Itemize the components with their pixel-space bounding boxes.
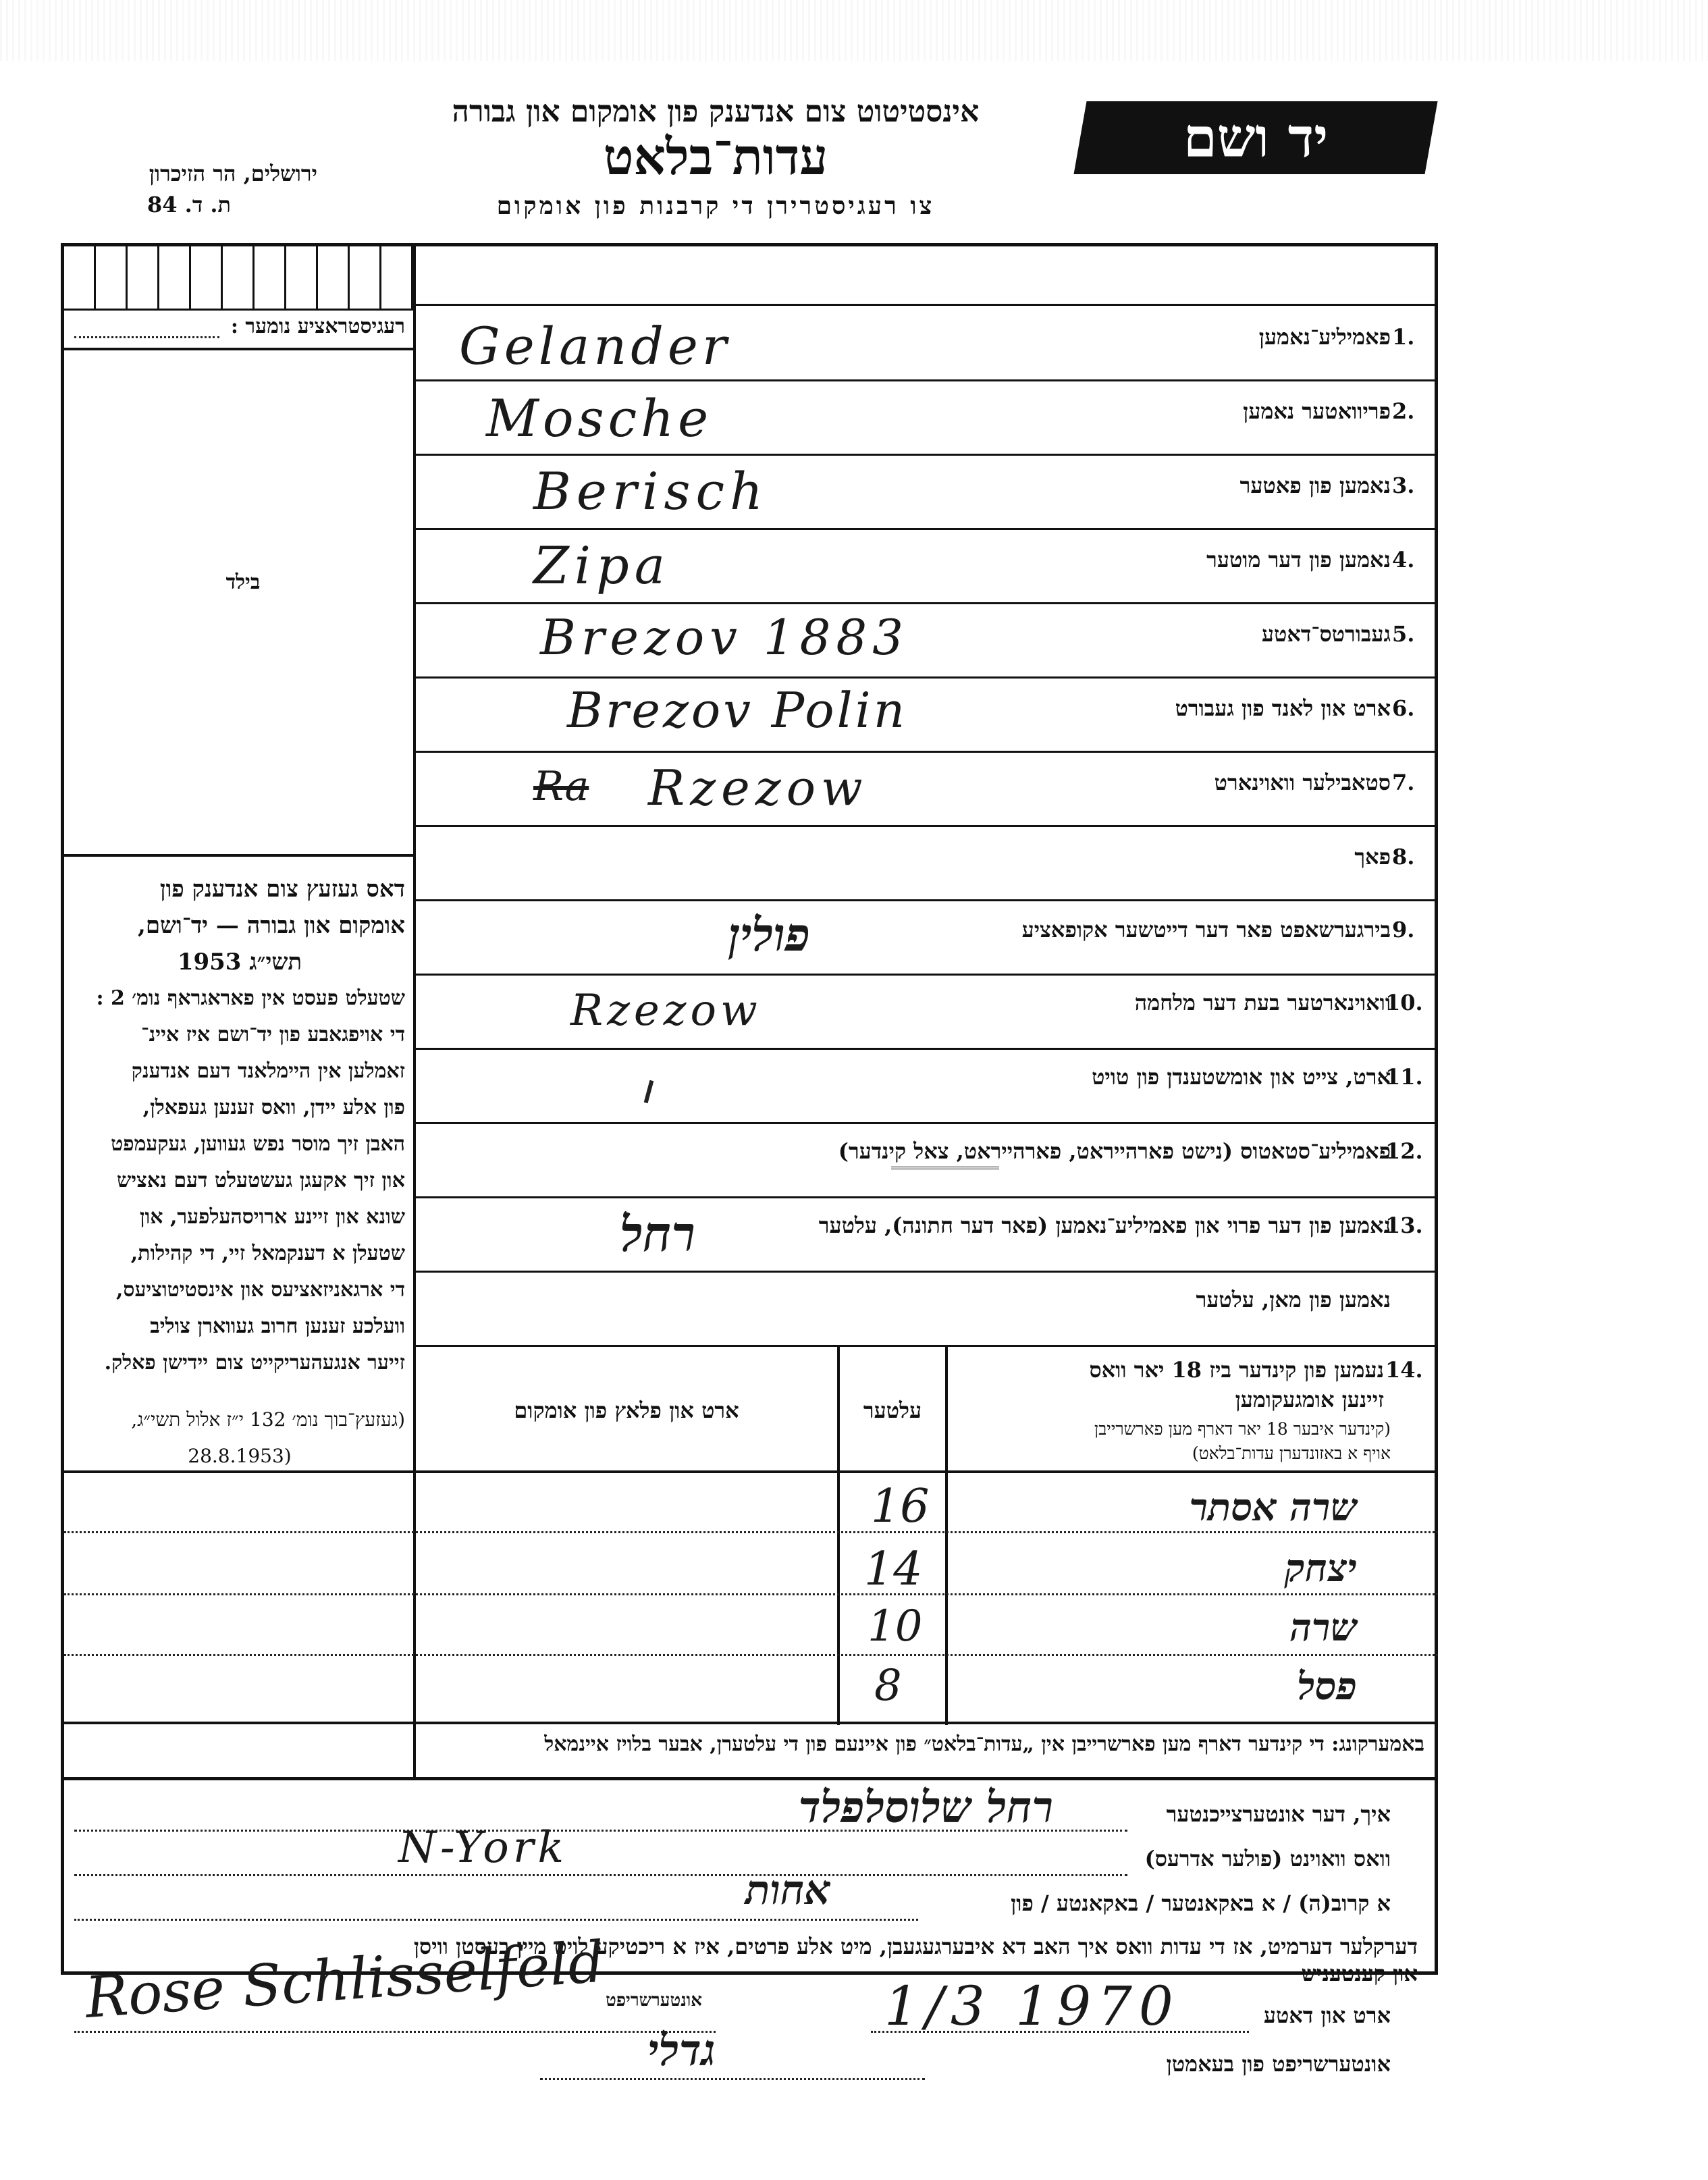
row-rule [413, 304, 1438, 306]
row-rule [413, 1196, 1438, 1198]
law-date: (28.8.1953 [188, 1445, 292, 1467]
wife-name-value[interactable]: רחל [620, 1205, 695, 1262]
registration-boxes [64, 246, 413, 311]
husband-name-label: נאמען פון מאן, עלטער [1196, 1287, 1391, 1312]
law-line: וועלכע זענען חרוב געווארן צוליב [150, 1314, 405, 1338]
address-label: וואס וואוינט (פולער אדרעס) [1144, 1846, 1391, 1871]
row-rule [413, 825, 1438, 827]
law-line: אומקום און גבורה — יד־ושם, [137, 912, 405, 939]
field-number: 14. [1385, 1357, 1423, 1383]
child-age[interactable]: 8 [874, 1661, 902, 1711]
law-line: דאס געזעץ צום אנדענק פון [159, 876, 405, 903]
po-box-text: ת. ד. 84 [147, 192, 231, 217]
signature-label: אונטערשריפט [606, 1990, 702, 2011]
address-value[interactable]: N-York [398, 1823, 568, 1873]
children-col-age: עלטער [863, 1398, 922, 1423]
row-rule [413, 974, 1438, 976]
residence-strikeout: Ra [533, 763, 589, 810]
table-row-rule [64, 1593, 1438, 1595]
field-number: 6. [1392, 695, 1415, 721]
official-signature-line [540, 2078, 925, 2080]
law-line: תשי״ג 1953 [177, 949, 302, 976]
children-header-rule [64, 1470, 1438, 1473]
table-bottom-rule [64, 1722, 1438, 1724]
row-rule [413, 379, 1438, 381]
sidebar-divider [413, 243, 416, 1780]
field-number: 3. [1392, 473, 1415, 498]
child-name[interactable]: שרה אסתר [1189, 1485, 1357, 1530]
location-text: ירושלים, הר הזיכרון [149, 161, 317, 186]
field-number: 11. [1385, 1064, 1423, 1090]
citizenship-value[interactable]: פולין [728, 908, 810, 962]
address-line [74, 1874, 1127, 1876]
first-name-value[interactable]: Mosche [486, 388, 713, 448]
law-line: שטעלט פעסט אין פאראגראף נומ׳ 2 : [96, 986, 405, 1010]
relation-value[interactable]: אחות [745, 1867, 830, 1914]
declaration-line1: דערקלער דערמיט, אז די עדות וואס איך האב דא איבערגעגעבן, מיט אלע פרטים, איז א ריכטיקע לויט מיין בעסטן וויסן [413, 1934, 1418, 1959]
child-age[interactable]: 14 [864, 1543, 923, 1596]
row-rule [413, 1271, 1438, 1273]
logo-text: יד ושם [1183, 106, 1329, 169]
registration-number-label: רעגיסטראציע נומער : [230, 315, 405, 338]
row-rule [413, 676, 1438, 679]
child-age[interactable]: 10 [868, 1601, 923, 1651]
row-rule [413, 899, 1438, 901]
field-label-family-status: פאמיליע־סטאטוס (נישט פארהייראט, פארהייראט, צאל קינדער) [838, 1138, 1391, 1164]
children-col-place: ארט און פלאץ פון אומקום [514, 1398, 739, 1423]
law-line: די אויפגאבע פון יד־ושם איז איינ־ [140, 1023, 405, 1046]
table-row-rule [64, 1654, 1438, 1656]
wartime-residence-value[interactable]: Rzezow [570, 986, 762, 1036]
row-rule [413, 602, 1438, 604]
undersigned-label: איך, דער אונטערצייכנטער [1166, 1801, 1391, 1827]
row-rule [413, 1048, 1438, 1050]
date-value[interactable]: 1/3 1970 [884, 1975, 1180, 2038]
signature-value[interactable]: Rose Schlisselfeld [83, 1928, 607, 2031]
photo-label: בילד [225, 570, 261, 594]
field-label-wartime-residence: וואוינארטער בעת דער מלחמה [1134, 990, 1391, 1015]
field-number: 12. [1385, 1138, 1423, 1164]
field-label-father-name: נאמען פון פאטער [1239, 473, 1391, 498]
field-number: 10. [1385, 990, 1423, 1015]
children-label-line2: זיינען אומגעקומען [1235, 1387, 1384, 1412]
field-label-birth-date: געבורטס־דאטע [1261, 621, 1391, 647]
page-title: עדות־בלאט [603, 128, 828, 186]
row-rule [413, 1122, 1438, 1124]
married-underline [891, 1167, 999, 1169]
row-rule [413, 528, 1438, 530]
official-signature-value[interactable]: גדלי [647, 2025, 716, 2076]
field-label-birth-place: ארט און לאנד פון געבורט [1175, 695, 1391, 721]
sidebar-rule [64, 348, 413, 350]
family-name-value[interactable]: Gelander [459, 316, 731, 376]
law-line: שטעלן א דענקמאל זיי, די קהילות, [130, 1242, 405, 1265]
field-number: 2. [1392, 398, 1415, 424]
children-col-divider [945, 1347, 948, 1725]
field-number: 8. [1392, 844, 1415, 870]
relation-line [74, 1919, 918, 1921]
birth-date-value[interactable]: Brezov 1883 [540, 609, 909, 666]
birth-place-value[interactable]: Brezov Polin [567, 682, 908, 739]
child-age[interactable]: 16 [871, 1480, 930, 1533]
children-note-line2: אויף א באזונדערן עדות־בלאט) [1192, 1443, 1391, 1463]
law-line: און זיך אקעגן געשטעלט דעם נאציש [117, 1169, 405, 1192]
field-number: 4. [1392, 547, 1415, 573]
field-number: 7. [1392, 770, 1415, 795]
field-label-first-name: פריוואטער נאמען [1243, 398, 1391, 424]
field-number: 13. [1385, 1213, 1423, 1238]
law-line: האבן זיך מוסר נפש געווען, געקעמפט [111, 1132, 405, 1156]
child-name[interactable]: פסל [1297, 1664, 1357, 1709]
law-line: זאמלען אין היימלאנד דעם אנדענק [131, 1059, 405, 1083]
law-line: שונא און זיינע ארויסהעלפער, און [139, 1205, 405, 1229]
mother-name-value[interactable]: Zipa [533, 535, 671, 595]
field-number: 5. [1392, 621, 1415, 647]
field-label-occupation: פאך [1354, 844, 1391, 870]
undersigned-value[interactable]: רחל שלוסלפלד [798, 1782, 1053, 1833]
law-line: פון אלע יידן, וואס זענען געפאלן, [142, 1096, 405, 1119]
relation-label: א קרוב(ה) / א באקאנטער / באקאנטע / פון [1011, 1890, 1391, 1916]
law-text [74, 871, 405, 1474]
declaration-line2: און קענטעניש [1301, 1961, 1418, 1986]
residence-value[interactable]: Rzezow [648, 760, 868, 816]
institute-name: אינסטיטוט צום אנדענק פון אומקום און גבורה [452, 95, 980, 129]
children-note-line1: (קינדער איבער 18 יאר דארף מען פארשרייבן [1094, 1419, 1391, 1439]
children-label-line1: נעמען פון קינדער ביז 18 יאר וואס [1089, 1357, 1384, 1383]
field-number: 1. [1392, 324, 1415, 350]
page-subtitle: צו רעגיסטרירן די קרבנות פון אומקום [496, 192, 935, 220]
field-label-residence: סטאבילער וואוינארט [1214, 770, 1391, 795]
father-name-value[interactable]: Berisch [533, 461, 768, 521]
child-name[interactable]: שרה [1289, 1605, 1357, 1650]
row-rule [413, 1345, 1438, 1347]
photo-bottom-rule [64, 854, 413, 857]
child-name[interactable]: יצחק [1284, 1546, 1357, 1591]
table-row-rule [64, 1531, 1438, 1533]
official-signature-label: אונטערשריפט פון בעאמטן [1166, 2051, 1391, 2077]
field-label-wife-name: נאמען פון דער פרוי און פאמיליע־נאמען (פאר דער חתונה), עלטער [818, 1213, 1391, 1238]
remark-text: באמערקונג: די קינדער דארף מען פארשרייבן אין „עדות־בלאט״ פון איינעם פון די עלטערן, אבער בלויז איינמאל [544, 1732, 1424, 1756]
law-line: די ארגאניזאציעס און אינסטיטוציעס, [115, 1278, 405, 1302]
row-rule [413, 454, 1438, 456]
field-label-family-name: פאמיליע־נאמען [1258, 324, 1391, 350]
field-label-mother-name: נאמען פון דער מוטער [1206, 547, 1391, 573]
scan-noise [0, 0, 1708, 61]
registration-number-field[interactable] [74, 336, 219, 338]
row-rule [413, 751, 1438, 753]
field-label-death-circumstances: ארט, צייט און אומשטענדן פון טויט [1092, 1064, 1391, 1090]
law-reference: (געזעץ־בוך נומ׳ 132 י״ז אלול תשי״ג, [131, 1408, 405, 1431]
law-line: זייער אנגעהעריקייט צום יידישן פאלק. [104, 1351, 405, 1375]
place-date-label: ארט און דאטע [1263, 2002, 1391, 2028]
field-number: 9. [1392, 917, 1415, 942]
field-label-citizenship: בירגערשאפט פאר דער דייטשער אקופאציע [1021, 917, 1391, 942]
remark-rule [64, 1777, 1438, 1780]
